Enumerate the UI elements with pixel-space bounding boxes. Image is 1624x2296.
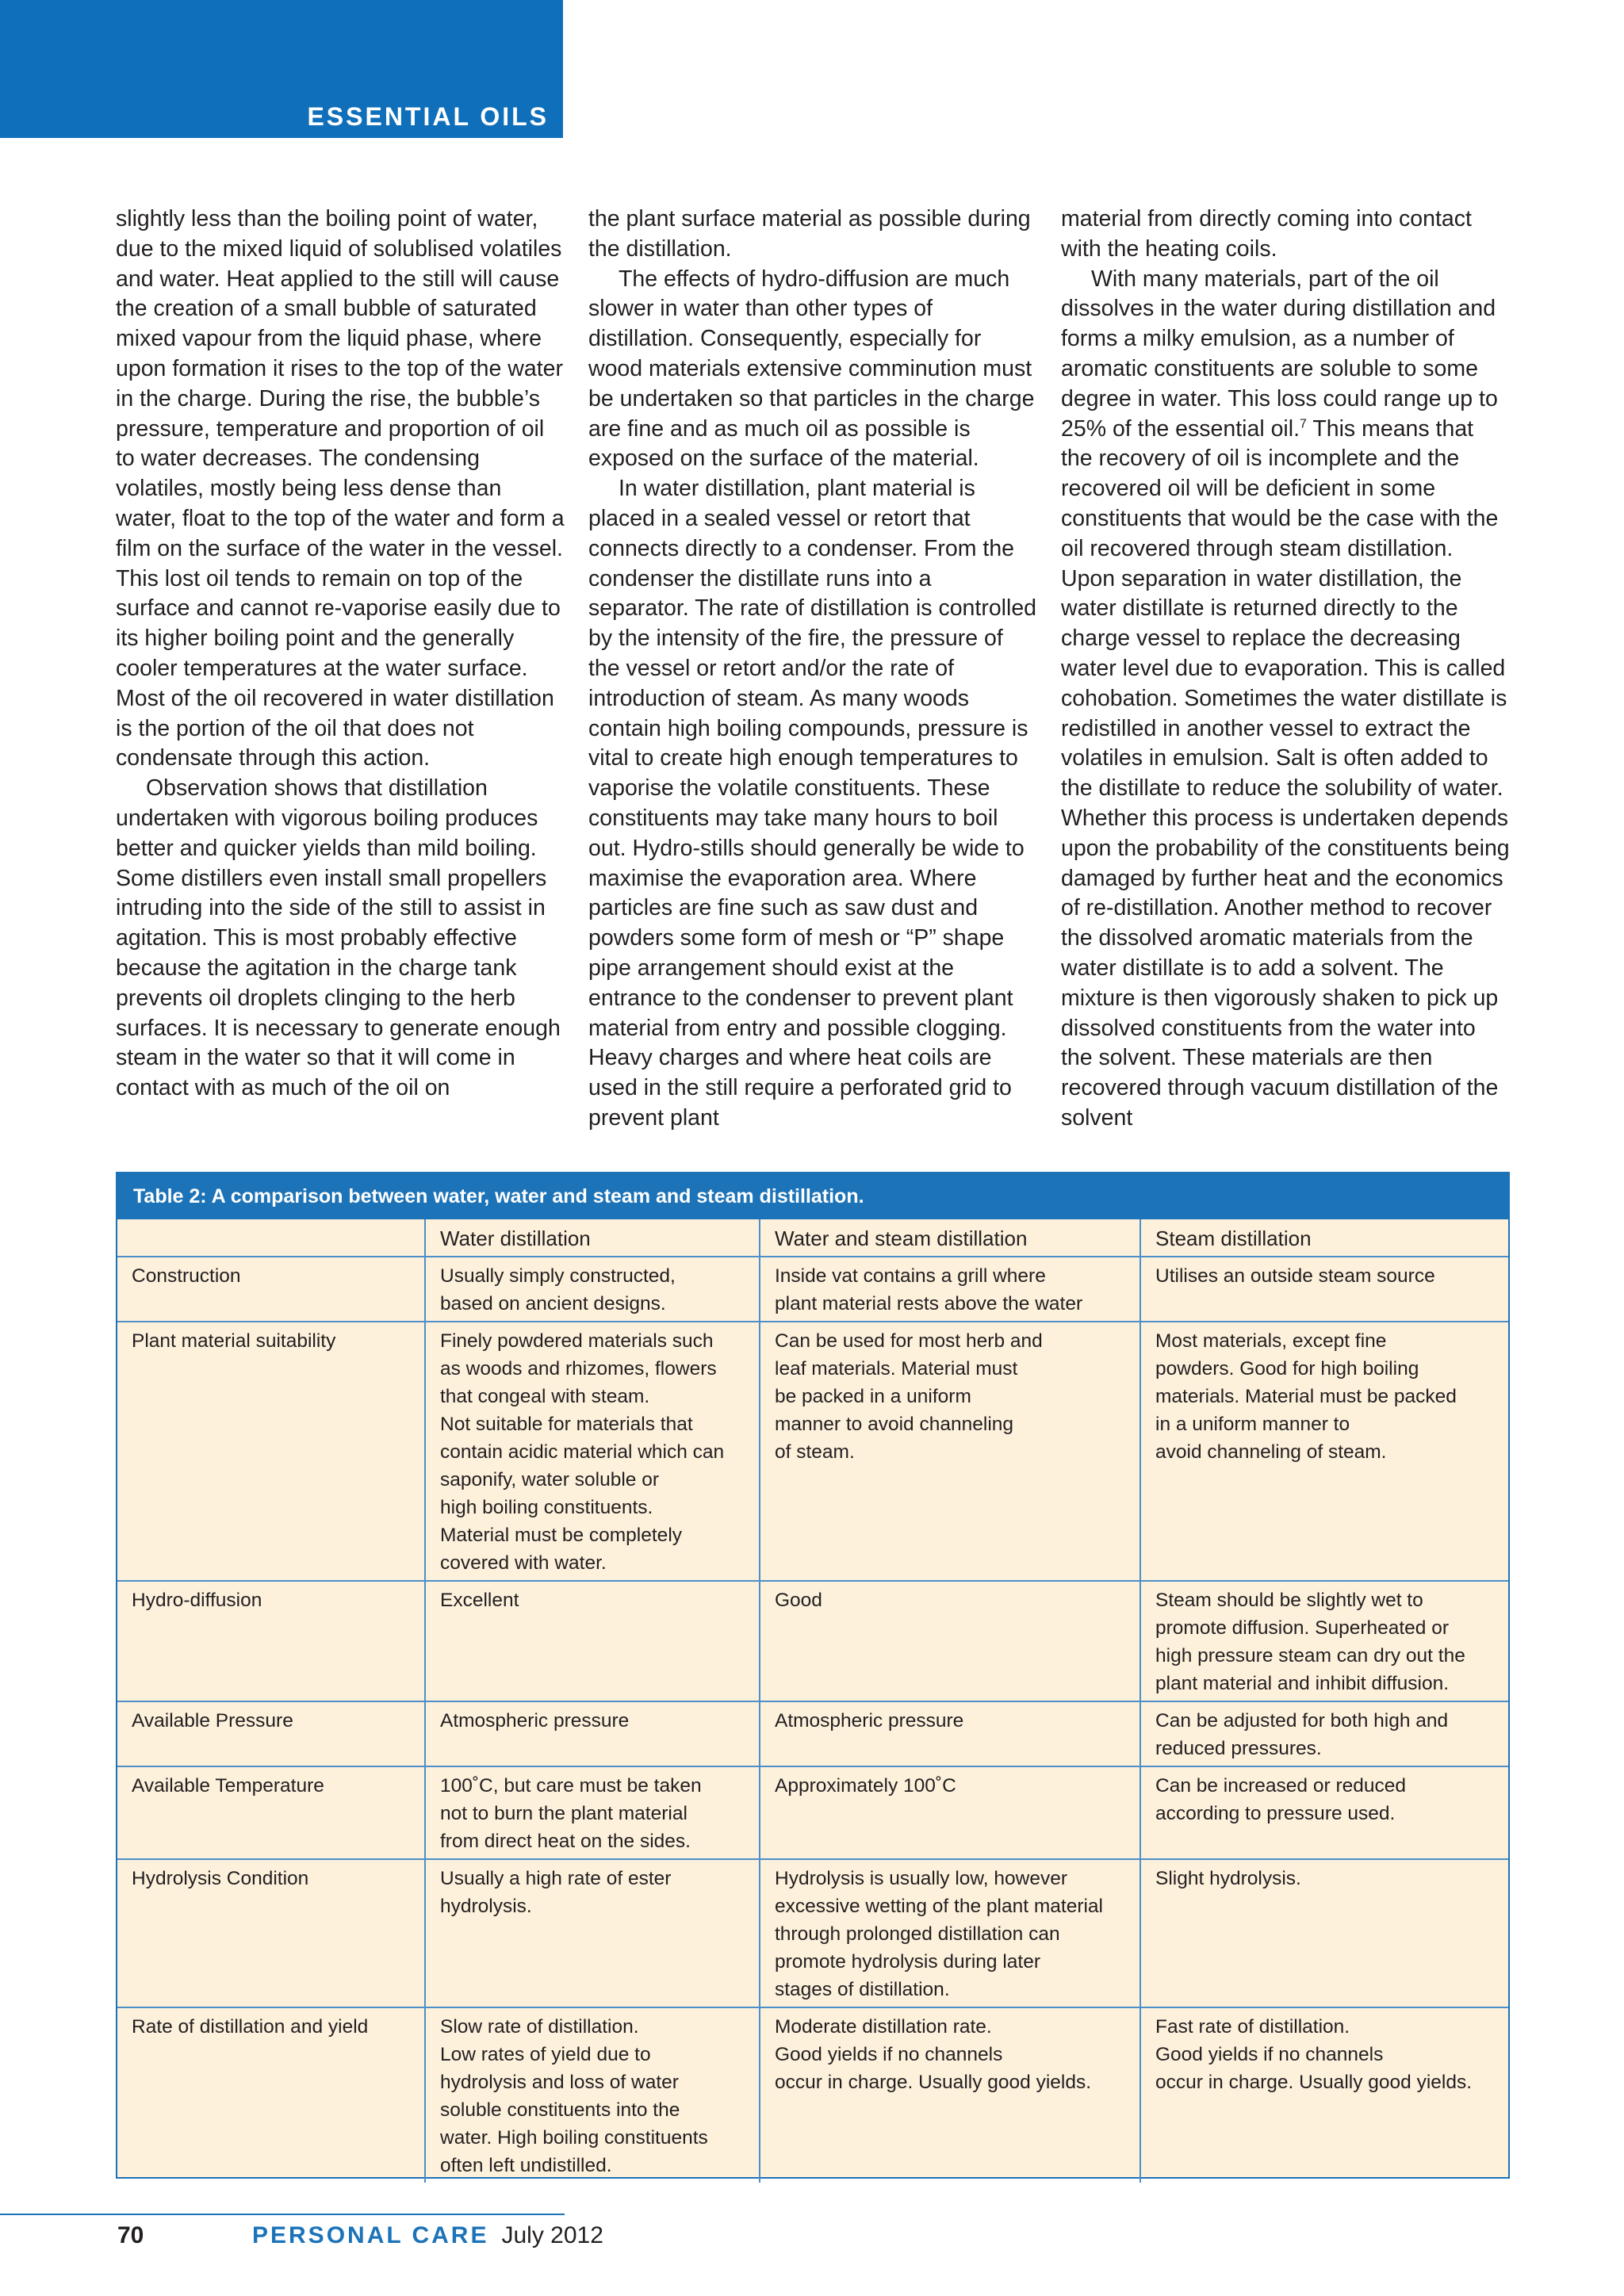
paragraph: material from directly coming into contact with the heating coils. bbox=[1061, 206, 1472, 262]
table-header-row bbox=[117, 1219, 1508, 1257]
row-label: Hydrolysis Condition bbox=[117, 1859, 425, 2007]
section-header-box bbox=[0, 0, 563, 138]
table-cell: Can be increased or reduced according to pressure used. bbox=[1140, 1766, 1508, 1859]
page-number: 70 bbox=[117, 2222, 144, 2248]
table-cell: Utilises an outside steam source bbox=[1140, 1257, 1508, 1322]
paragraph: Observation shows that distillation undertaken with vigorous boiling produces better and quicker yields than mild boiling. Some distillers even install small propellers intruding into the side of the still to assist in agitation. This is most probably effective because the agitation in the charge tank prevents oil droplets clinging to the herb surfaces. It is necessary to generate enough steam in the water so that it will come in contact with as much of the oil on bbox=[116, 775, 561, 1101]
paragraph-text: This means that the recovery of oil is incomplete and the recovered oil will be deficient in some constituents that would be the case with the oil recovered through steam distillation. Upon separation in water distillation, the water distillate is returned directly to the charge vessel to replace the decreasing water level due to evaporation. This is called cohobation. Sometimes the water distillate is redistilled in another vessel to extract the volatiles in emulsion. Salt is often added to the distillate to reduce the solubility of water. Whether this process is undertaken depends upon the probability of the constituents being damaged by further heat and the economics of re-distillation. Another method to recover the dissolved aromatic materials from the water distillate is to add a solvent. The mixture is then vigorously shaken to pick up dissolved constituents from the water into the solvent. These materials are then recovered through vacuum distillation of the solvent bbox=[1061, 415, 1510, 1131]
table-row bbox=[117, 1257, 1508, 1322]
table-caption: Table 2: A comparison between water, water and steam and steam distillation. bbox=[117, 1173, 1508, 1219]
article-column-1 bbox=[116, 205, 565, 1140]
table-cell: Fast rate of distillation. Good yields if no channels occur in charge. Usually good yields. bbox=[1140, 2007, 1508, 2183]
table-cell: 100˚C, but care must be taken not to burn the plant material from direct heat on the sides. bbox=[425, 1766, 760, 1859]
row-label: Available Pressure bbox=[117, 1701, 425, 1766]
table-cell: Most materials, except fine powders. Good for high boiling materials. Material must be packed in a uniform manner to avoid channeling of steam. bbox=[1140, 1322, 1508, 1581]
comparison-table-panel bbox=[116, 1172, 1510, 2179]
article-body bbox=[116, 205, 1510, 1140]
paragraph: The effects of hydro-diffusion are much slower in water than other types of distillation. Consequently, especially for wood materials extensive comminution must be undertaken so that particles in the charge are fine and as much oil as possible is exposed on the surface of the material. bbox=[588, 266, 1035, 472]
table-cell: Usually a high rate of ester hydrolysis. bbox=[425, 1859, 760, 2007]
column-header: Water and steam distillation bbox=[760, 1219, 1140, 1257]
comparison-table bbox=[117, 1219, 1508, 2183]
paragraph: In water distillation, plant material is placed in a sealed vessel or retort that connects directly to a condenser. From the condenser the distillate runs into a separator. The rate of distillation is controlled by the intensity of the fire, the pressure of the vessel or retort and/or the rate of introduction of steam. As many woods contain high boiling compounds, pressure is vital to create high enough temperatures to vaporise the volatile constituents. These constituents may take many hours to boil out. Hydro-stills should generally be wide to maximise the evaporation area. Where particles are fine such as saw dust and powders some form of mesh or “P” shape pipe arrangement should exist at the entrance to the condenser to prevent plant material from entry and possible clogging. Heavy charges and where heat coils are used in the still require a perforated grid to prevent plant bbox=[588, 476, 1037, 1131]
section-title: ESSENTIAL OILS bbox=[307, 102, 549, 131]
table-row bbox=[117, 1766, 1508, 1859]
table-cell: Slow rate of distillation. Low rates of yield due to hydrolysis and loss of water soluble constituents into the water. High boiling constituents often left undistilled. bbox=[425, 2007, 760, 2183]
table-cell: Hydrolysis is usually low, however excessive wetting of the plant material through prolonged distillation can promote hydrolysis during later stages of distillation. bbox=[760, 1859, 1140, 2007]
table-row bbox=[117, 1322, 1508, 1581]
row-label: Construction bbox=[117, 1257, 425, 1322]
paragraph: the plant surface material as possible during the distillation. bbox=[588, 206, 1031, 262]
table-cell: Finely powdered materials such as woods and rhizomes, flowers that congeal with steam. Not suitable for materials that contain acidic material which can saponify, water soluble or high boiling constituents. Material must be completely covered with water. bbox=[425, 1322, 760, 1581]
table-cell: Good bbox=[760, 1581, 1140, 1701]
column-header: Steam distillation bbox=[1140, 1219, 1508, 1257]
article-column-2 bbox=[588, 205, 1037, 1140]
column-header: Water distillation bbox=[425, 1219, 760, 1257]
table-cell: Excellent bbox=[425, 1581, 760, 1701]
table-cell: Usually simply constructed, based on ancient designs. bbox=[425, 1257, 760, 1322]
article-column-3 bbox=[1061, 205, 1510, 1140]
magazine-name: PERSONAL CARE bbox=[252, 2222, 489, 2248]
paragraph: slightly less than the boiling point of water, due to the mixed liquid of solublised volatiles and water. Heat applied to the still will cause the creation of a small bubble of saturated mixed vapour from the liquid phase, where upon formation it rises to the top of the water in the charge. During the rise, the bubble’s pressure, temperature and proportion of oil to water decreases. The condensing volatiles, mostly being less dense than water, float to the top of the water and form a film on the surface of the water in the vessel. This lost oil tends to remain on top of the surface and cannot re-vaporise easily due to its higher boiling point and the generally cooler temperatures at the water surface. Most of the oil recovered in water distillation is the portion of the oil that does not condensate through this action. bbox=[116, 206, 565, 771]
table-row bbox=[117, 2007, 1508, 2183]
table-cell: Can be used for most herb and leaf materials. Material must be packed in a uniform manner to avoid channeling of steam. bbox=[760, 1322, 1140, 1581]
table-row bbox=[117, 1859, 1508, 2007]
table-row bbox=[117, 1701, 1508, 1766]
column-header bbox=[117, 1219, 425, 1257]
page-footer bbox=[117, 2220, 603, 2252]
table-cell: Moderate distillation rate. Good yields if no channels occur in charge. Usually good yields. bbox=[760, 2007, 1140, 2183]
table-cell: Atmospheric pressure bbox=[425, 1701, 760, 1766]
row-label: Available Temperature bbox=[117, 1766, 425, 1859]
table-cell: Inside vat contains a grill where plant material rests above the water bbox=[760, 1257, 1140, 1322]
table-row bbox=[117, 1581, 1508, 1701]
row-label: Plant material suitability bbox=[117, 1322, 425, 1581]
reference-marker: 7 bbox=[1300, 417, 1307, 431]
table-cell: Approximately 100˚C bbox=[760, 1766, 1140, 1859]
paragraph bbox=[1061, 265, 1510, 1134]
table-cell: Can be adjusted for both high and reduced pressures. bbox=[1140, 1701, 1508, 1766]
paragraph-text: With many materials, part of the oil dissolves in the water during distillation and forms a milky emulsion, as a number of aromatic constituents are soluble to some degree in water. This loss could range up to 25% of the essential oil. bbox=[1061, 266, 1498, 442]
issue-date: July 2012 bbox=[501, 2222, 603, 2248]
table-cell: Atmospheric pressure bbox=[760, 1701, 1140, 1766]
table-cell: Slight hydrolysis. bbox=[1140, 1859, 1508, 2007]
table-cell: Steam should be slightly wet to promote diffusion. Superheated or high pressure steam can dry out the plant material and inhibit diffusion. bbox=[1140, 1581, 1508, 1701]
row-label: Rate of distillation and yield bbox=[117, 2007, 425, 2183]
footer-rule bbox=[0, 2214, 565, 2215]
row-label: Hydro-diffusion bbox=[117, 1581, 425, 1701]
